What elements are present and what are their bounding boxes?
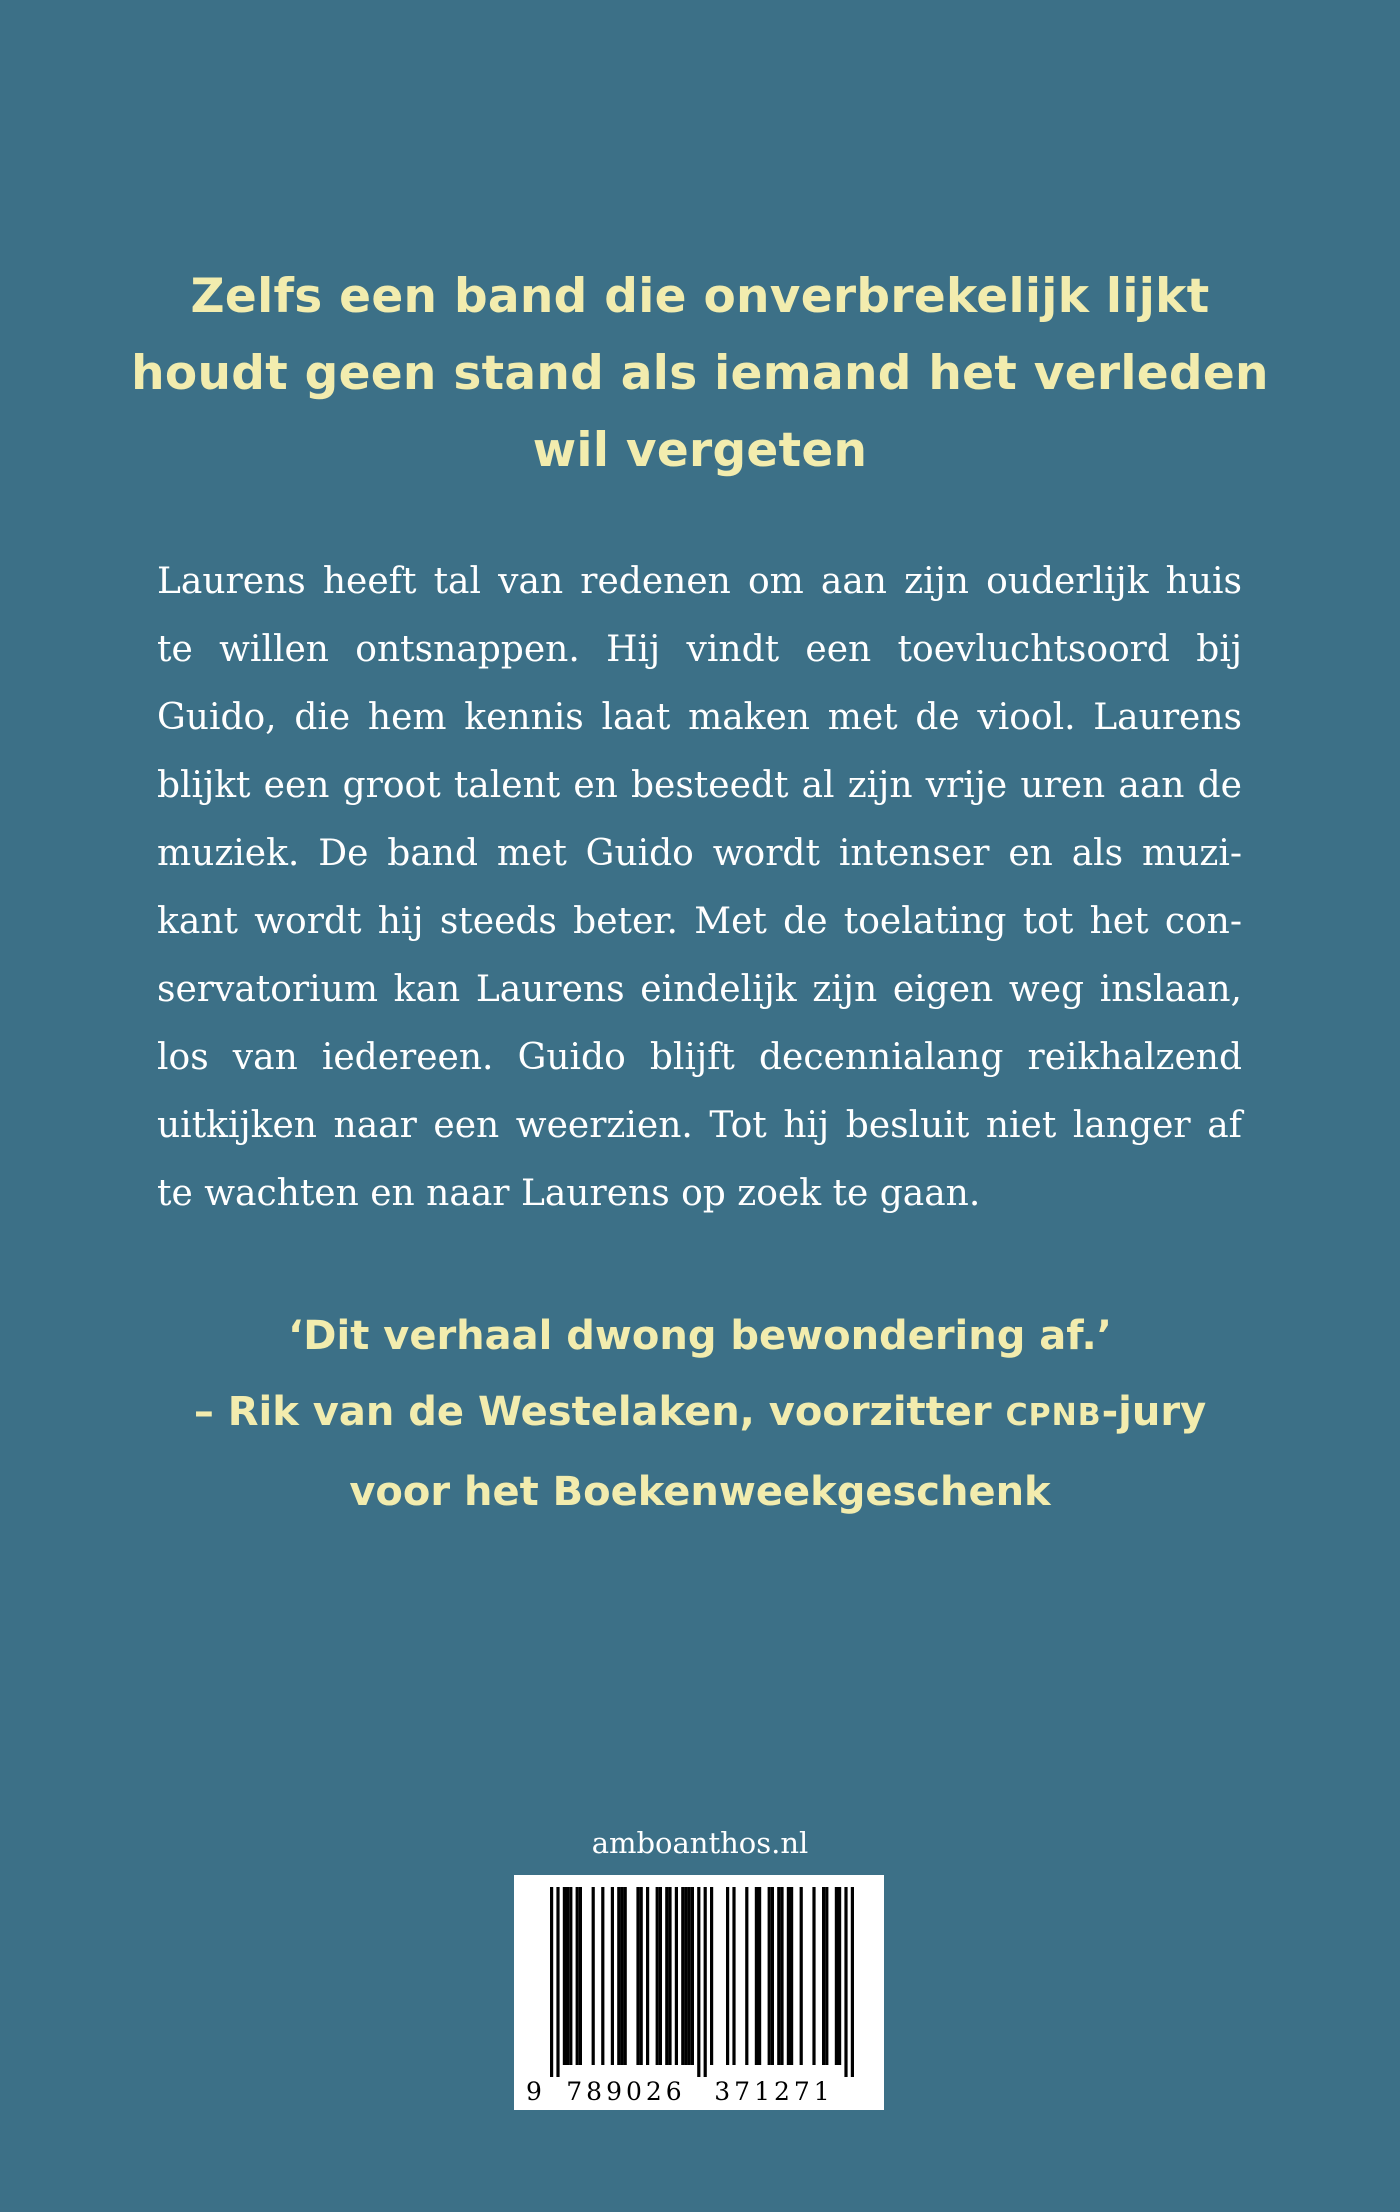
blurb-line: te wachten en naar Laurens op zoek te gaan. [157, 1173, 981, 1214]
blurb-line: Laurens heeft tal van redenen om aan zijn ouderlijk huis [157, 561, 1242, 602]
barcode-bar [668, 1887, 671, 2065]
barcode-bar [745, 1887, 748, 2065]
headline-line: wil vergeten [532, 423, 868, 478]
barcode-bar [787, 1887, 790, 2065]
barcode-bar [732, 1887, 735, 2065]
publisher-website: amboanthos.nl [591, 1826, 809, 1860]
barcode-bar [556, 1887, 559, 2077]
blurb-line: uitkijken naar een weerzien. Tot hij besluit niet langer af [157, 1105, 1242, 1146]
barcode-bar [569, 1887, 572, 2065]
barcode-bar [835, 1887, 838, 2065]
barcode-graphic [514, 1875, 884, 2110]
barcode-bar [636, 1887, 639, 2065]
barcode-bar [825, 1887, 828, 2065]
barcode-digit-first: 9 [526, 2077, 542, 2106]
barcode-bar [838, 1887, 841, 2065]
barcode-bar [659, 1887, 662, 2065]
barcode-bar [617, 1887, 620, 2065]
barcode-bar [790, 1887, 793, 2065]
quote-attribution-suffix: -jury [1101, 1389, 1207, 1435]
barcode-bar [550, 1887, 553, 2077]
review-quote [0, 1298, 1400, 1530]
barcode-bar [768, 1887, 771, 2065]
barcode-bar [822, 1887, 825, 2065]
barcode-bar [675, 1887, 678, 2065]
blurb-line: kant wordt hij steeds beter. Met de toelating tot het con- [157, 901, 1242, 942]
barcode-bar [758, 1887, 761, 2065]
barcode-bar [640, 1887, 643, 2065]
quote-attribution-org: CPNB [1005, 1398, 1102, 1433]
blurb-line: Guido, die hem kennis laat maken met de viool. Laurens [157, 697, 1242, 738]
barcode-bar [620, 1887, 623, 2065]
barcode-bar [592, 1887, 595, 2065]
barcode-bar [844, 1887, 847, 2077]
barcode-bar [691, 1887, 694, 2065]
barcode-bar [684, 1887, 687, 2065]
barcode-bar [726, 1887, 729, 2065]
quote-attribution-name: – Rik van de Westelaken, voorzitter [193, 1389, 1006, 1435]
barcode-bar [710, 1887, 713, 2065]
barcode-bar [704, 1887, 707, 2077]
quote-attribution-context: voor het Boekenweekgeschenk [349, 1469, 1051, 1515]
barcode-bar [780, 1887, 783, 2065]
barcode-bar [688, 1887, 691, 2065]
barcode-bar [656, 1887, 659, 2065]
barcode-digits-right: 371271 [714, 2077, 834, 2106]
barcode-bar [611, 1887, 614, 2065]
blurb-line: te willen ontsnappen. Hij vindt een toevluchtsoord bij [157, 629, 1242, 670]
barcode-bars [550, 1887, 854, 2077]
barcode-digits-left: 789026 [566, 2077, 686, 2106]
quote-text: ‘Dit verhaal dwong bewondering af.’ [288, 1313, 1112, 1359]
blurb-line: blijkt een groot talent en besteedt al zijn vrije uren aan de [157, 765, 1242, 806]
barcode-bar [563, 1887, 566, 2065]
headline [0, 258, 1400, 489]
barcode-bar [576, 1887, 579, 2065]
isbn-barcode [514, 1875, 884, 2110]
blurb-paragraph [157, 548, 1242, 1228]
barcode-bar [800, 1887, 803, 2065]
blurb-line: muziek. De band met Guido wordt intenser en als muzi- [157, 833, 1242, 874]
barcode-bar [697, 1887, 700, 2077]
barcode-bar [755, 1887, 758, 2065]
blurb-line: los van iedereen. Guido blijft decennialang reikhalzend [157, 1037, 1242, 1078]
barcode-bar [851, 1887, 854, 2077]
blurb-line: servatorium kan Laurens eindelijk zijn eigen weg inslaan, [157, 969, 1242, 1010]
barcode-bar [681, 1887, 684, 2065]
barcode-bar [812, 1887, 815, 2065]
headline-line: houdt geen stand als iemand het verleden [131, 346, 1269, 401]
barcode-bar [777, 1887, 780, 2065]
barcode-bar [646, 1887, 649, 2065]
barcode-bar [665, 1887, 668, 2065]
barcode-bar [601, 1887, 604, 2065]
barcode-bar [566, 1887, 569, 2065]
quote-attribution [0, 1374, 1400, 1454]
barcode-bar [579, 1887, 582, 2065]
headline-line: Zelfs een band die onverbrekelijk lijkt [190, 269, 1210, 324]
barcode-bar [771, 1887, 774, 2065]
barcode-bar [624, 1887, 627, 2065]
